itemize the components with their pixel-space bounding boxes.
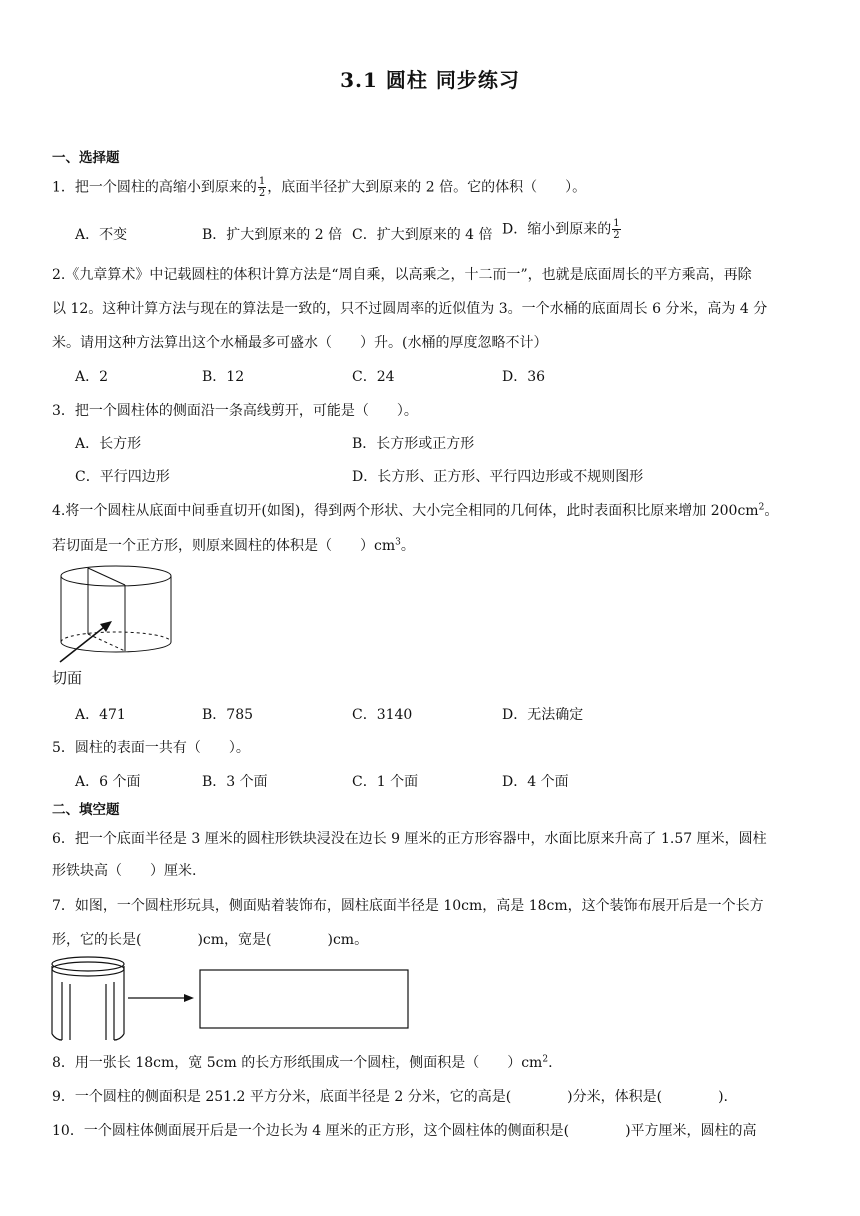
figure-label-cut-face: 切面 [52, 669, 83, 687]
q5-option-b[interactable]: B．3 个面 [202, 774, 268, 790]
q5-option-c[interactable]: C．1 个面 [352, 774, 419, 790]
q4-line-2 [52, 535, 415, 555]
q4-option-b[interactable]: B．785 [202, 707, 254, 723]
q5-option-a[interactable]: A．6 个面 [75, 774, 141, 790]
q1-option-d-text: D．缩小到原来的 [502, 221, 612, 238]
q2-option-c[interactable]: C．24 [352, 369, 395, 385]
q6-line-2: 形铁块高（ ）厘米. [52, 863, 197, 879]
q3-text: 3．把一个圆柱体的侧面沿一条高线剪开，可能是（ ）。 [52, 403, 418, 419]
q10-text: 10．一个圆柱体侧面展开后是一个边长为 4 厘米的正方形，这个圆柱体的侧面积是( )平方厘米，圆柱的高 [52, 1123, 757, 1139]
q4-unit-sup-2: 2 [758, 502, 765, 513]
q3-option-a[interactable]: A．长方形 [75, 436, 142, 452]
q1-option-a[interactable]: A．不变 [75, 227, 128, 243]
q5-option-d[interactable]: D．4 个面 [502, 774, 569, 790]
q1-option-c[interactable]: C．扩大到原来的 4 倍 [352, 227, 493, 243]
q4-line-2-text: 若切面是一个正方形，则原来圆柱的体积是（ ）cm [52, 538, 396, 554]
q3-option-c[interactable]: C．平行四边形 [75, 469, 170, 485]
q9-text: 9．一个圆柱的侧面积是 251.2 平方分米，底面半径是 2 分米，它的高是( )分米，体积是( ). [52, 1089, 728, 1105]
q8-text-main: 8．用一张长 18cm，宽 5cm 的长方形纸围成一个圆柱，侧面积是（ ）cm [52, 1055, 543, 1071]
section-heading-choice: 一、选择题 [52, 150, 120, 166]
section-heading-fill: 二、填空题 [52, 802, 120, 818]
cylinder-cut-figure [52, 562, 182, 670]
q7-line-1: 7．如图，一个圆柱形玩具，侧面贴着装饰布，圆柱底面半径是 10cm，高是 18cm，这个装饰布展开后是一个长方 [52, 898, 764, 914]
q8-text [52, 1052, 553, 1072]
q6-line-1: 6．把一个底面半径是 3 厘米的圆柱形铁块浸没在边长 9 厘米的正方形容器中，水面比原来升高了 1.57 厘米，圆柱 [52, 831, 767, 847]
q1-option-d[interactable] [502, 218, 622, 241]
q2-line-1: 2.《九章算术》中记载圆柱的体积计算方法是“周自乘，以高乘之，十二而一”，也就是底面周长的平方乘高，再除 [52, 267, 752, 283]
page-title: 3.1 圆柱 同步练习 [340, 68, 520, 92]
q2-option-b[interactable]: B．12 [202, 369, 245, 385]
q4-unit-sup-3: 3 [395, 537, 401, 548]
question-1 [52, 176, 586, 199]
q4-option-d[interactable]: D．无法确定 [502, 707, 584, 723]
q1-text-post: ，底面半径扩大到原来的 2 倍。它的体积（ ）。 [267, 179, 587, 196]
q1-fraction: $\frac{1}{2}$ [258, 176, 266, 199]
q1-option-b[interactable]: B．扩大到原来的 2 倍 [202, 227, 343, 243]
q2-option-d[interactable]: D．36 [502, 369, 546, 385]
q1-option-d-fraction: $\frac{1}{2}$ [613, 218, 620, 241]
q7-line-2: 形，它的长是( )cm，宽是( )cm。 [52, 932, 369, 948]
q4-line-2-end: 。 [400, 538, 415, 554]
q1-text-pre: 1．把一个圆柱的高缩小到原来的 [52, 179, 257, 196]
q3-option-d[interactable]: D．长方形、正方形、平行四边形或不规则图形 [352, 469, 644, 485]
q5-text: 5．圆柱的表面一共有（ ）。 [52, 740, 250, 756]
q4-line-1-end: 。 [764, 503, 779, 519]
q4-line-1-text: 4.将一个圆柱从底面中间垂直切开(如图)，得到两个形状、大小完全相同的几何体，此时表面积比原来增加 200cm [52, 503, 759, 519]
q2-line-2: 以 12。这种计算方法与现在的算法是一致的，只不过圆周率的近似值为 3。一个水桶的底面周长 6 分米，高为 4 分 [52, 301, 768, 317]
q4-line-1 [52, 500, 778, 520]
q2-option-a[interactable]: A．2 [75, 369, 109, 385]
q4-option-c[interactable]: C．3140 [352, 707, 413, 723]
q8-unit-sup: 2 [542, 1054, 549, 1065]
q3-option-b[interactable]: B．长方形或正方形 [352, 436, 475, 452]
q4-option-a[interactable]: A．471 [75, 707, 126, 723]
q2-line-3: 米。请用这种方法算出这个水桶最多可盛水（ ）升。(水桶的厚度忽略不计） [52, 335, 548, 351]
q8-text-end: . [548, 1055, 553, 1071]
cylinder-toy-unroll-figure [48, 954, 420, 1044]
